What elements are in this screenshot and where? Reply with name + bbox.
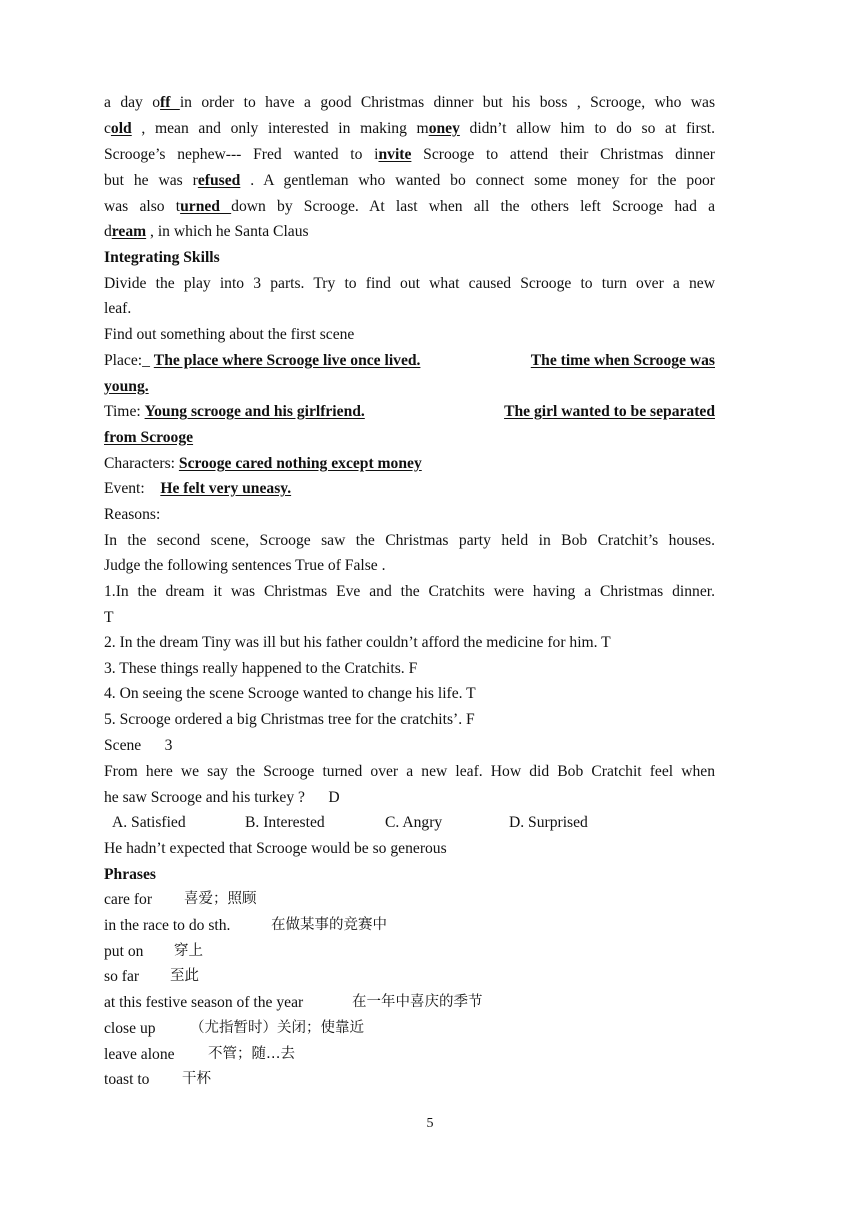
place-label: Place:_ (104, 352, 154, 369)
text-run: but he was r (104, 172, 198, 189)
scene3-label: Scene 3 (104, 737, 173, 754)
characters-label: Characters: (104, 455, 179, 472)
statement-1-answer: T (104, 609, 114, 626)
phrase-en: close up (104, 1020, 156, 1037)
divide-text-1: Divide the play into 3 parts. Try to find out what caused Scrooge to turn over a new (104, 275, 715, 292)
scene3-question-2: he saw Scrooge and his turkey ? D (104, 789, 340, 806)
scene3-question-1: From here we say the Scrooge turned over a new leaf. How did Bob Cratchit feel when (104, 763, 715, 780)
blank-answer: urned (180, 198, 232, 215)
text-run: was also t (104, 198, 181, 215)
phrase-en: so far (104, 968, 140, 985)
find-out-text: Find out something about the first scene (104, 326, 355, 343)
integrating-heading: Integrating Skills (104, 249, 220, 266)
phrase-cn: 不管；随…去 (208, 1046, 295, 1062)
phrase-cn: 穿上 (174, 943, 203, 959)
blank-answer: ff (160, 94, 180, 111)
phrase-en: at this festive season of the year (104, 994, 304, 1011)
blank-answer: old (110, 120, 132, 137)
phrases-heading: Phrases (104, 866, 156, 883)
phrase-row (104, 964, 715, 990)
time-label: Time: (104, 403, 145, 420)
event-answer: He felt very uneasy. (160, 480, 292, 497)
phrase-en: leave alone (104, 1046, 175, 1063)
event-line (104, 476, 715, 502)
option-b: B. Interested (245, 814, 325, 831)
scene2-intro-2: Judge the following sentences True of False . (104, 557, 386, 574)
time-answer-c: from Scrooge (104, 429, 194, 446)
text-run: didn’t allow him to do so at first. (459, 120, 715, 137)
text-run: c (104, 120, 111, 137)
phrase-row (104, 913, 715, 939)
blank-answer: efused (197, 172, 241, 189)
phrase-row (104, 1016, 715, 1042)
place-answer-b: The time when Scrooge was (530, 352, 715, 369)
statement-3: 3. These things really happened to the Cratchits. F (104, 660, 418, 677)
option-a: A. Satisfied (112, 814, 186, 831)
event-label: Event: (104, 480, 161, 497)
characters-answer: Scrooge cared nothing except money (178, 455, 422, 472)
place-answer-c: young. (104, 378, 149, 395)
blank-answer: nvite (378, 146, 412, 163)
phrase-en: care for (104, 891, 153, 908)
statement-5: 5. Scrooge ordered a big Christmas tree for the cratchits’. F (104, 711, 475, 728)
text-run: Scrooge’s nephew--- Fred wanted to i (104, 146, 379, 163)
blank-answer: ream (111, 223, 147, 240)
text-run: , in which he Santa Claus (146, 223, 309, 240)
statement-2: 2. In the dream Tiny was ill but his father couldn’t afford the medicine for him. T (104, 634, 611, 651)
time-line (104, 399, 715, 425)
option-c: C. Angry (385, 814, 443, 831)
phrase-en: in the race to do sth. (104, 917, 231, 934)
phrase-cn: 在一年中喜庆的季节 (352, 994, 483, 1010)
place-line (104, 348, 715, 374)
phrase-en: put on (104, 943, 144, 960)
text-run: . A gentleman who wanted bo connect some money for the poor (240, 172, 715, 189)
phrase-cn: （尤指暂时）关闭；使靠近 (190, 1020, 364, 1036)
statement-4: 4. On seeing the scene Scrooge wanted to change his life. T (104, 685, 476, 702)
summary-line-6 (104, 219, 715, 245)
statement-1: 1.In the dream it was Christmas Eve and the Cratchits were having a Christmas dinner. (104, 583, 715, 600)
place-answer-a: The place where Scrooge live once lived. (153, 352, 421, 369)
phrase-cn: 在做某事的竞赛中 (271, 917, 387, 933)
phrase-cn: 至此 (170, 968, 199, 984)
phrase-row (104, 939, 715, 965)
time-answer-a: Young scrooge and his girlfriend. (144, 403, 365, 420)
summary-line-3 (104, 142, 715, 168)
phrase-row (104, 1042, 715, 1068)
summary-line-1 (104, 90, 715, 116)
reasons-label: Reasons: (104, 506, 161, 523)
text-run: Scrooge to attend their Christmas dinner (411, 146, 715, 163)
phrase-row (104, 1067, 715, 1093)
text-run: d (104, 223, 112, 240)
characters-line (104, 451, 715, 477)
blank-answer: oney (428, 120, 460, 137)
phrase-row (104, 990, 715, 1016)
divide-text-2: leaf. (104, 300, 132, 317)
phrase-en: toast to (104, 1071, 150, 1088)
phrase-cn: 干杯 (182, 1071, 211, 1087)
option-d: D. Surprised (509, 814, 588, 831)
scene3-explanation: He hadn’t expected that Scrooge would be so generous (104, 840, 447, 857)
summary-line-4 (104, 168, 715, 194)
scene2-intro-1: In the second scene, Scrooge saw the Christmas party held in Bob Cratchit’s houses. (104, 532, 715, 549)
phrase-cn: 喜爱；照顾 (184, 891, 257, 907)
page-number: 5 (426, 1116, 434, 1131)
time-answer-b: The girl wanted to be separated (504, 403, 715, 420)
text-run: a day o (104, 94, 161, 111)
text-run: down by Scrooge. At last when all the others left Scrooge had a (231, 198, 716, 215)
text-run: in order to have a good Christmas dinner but his boss , Scrooge, who was (179, 94, 716, 111)
phrase-row (104, 887, 715, 913)
text-run: , mean and only interested in making m (131, 120, 429, 137)
summary-line-2 (104, 116, 715, 142)
summary-line-5 (104, 194, 715, 220)
